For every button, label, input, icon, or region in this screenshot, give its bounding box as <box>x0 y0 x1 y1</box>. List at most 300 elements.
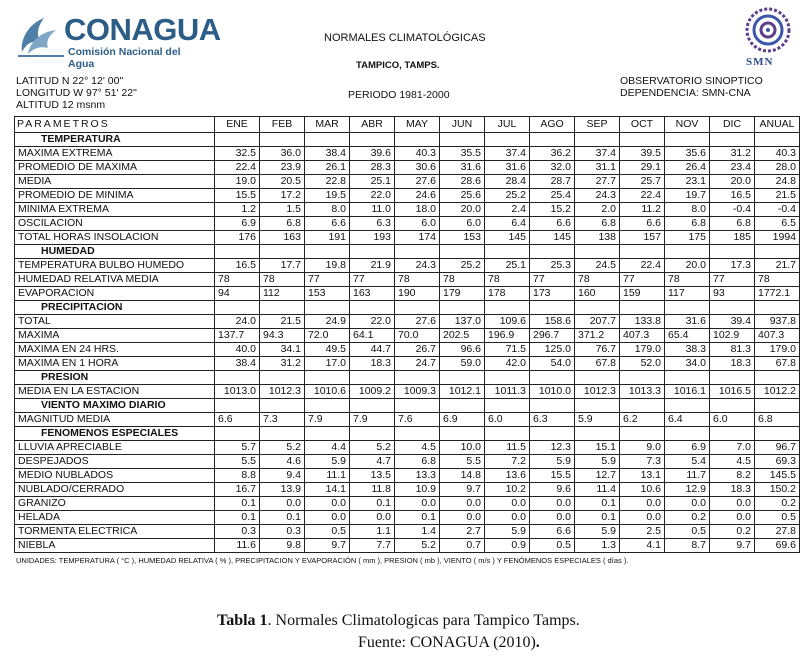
value-cell: 2.4 <box>485 203 530 217</box>
empty-cell <box>575 301 620 315</box>
value-cell: 1009.3 <box>395 385 440 399</box>
value-cell: 24.3 <box>395 259 440 273</box>
parameter-label: MINIMA EXTREMA <box>15 203 215 217</box>
parameters-header: PARAMETROS <box>15 117 215 133</box>
value-cell: 296.7 <box>530 329 575 343</box>
month-header: JUL <box>485 117 530 133</box>
value-cell: 24.7 <box>395 357 440 371</box>
value-cell: 7.0 <box>710 441 755 455</box>
value-cell: 175 <box>665 231 710 245</box>
value-cell: 37.4 <box>575 147 620 161</box>
value-cell: 6.8 <box>755 413 800 427</box>
logo-name: CONAGUA <box>64 12 221 47</box>
empty-cell <box>260 133 305 147</box>
value-cell: 20.5 <box>260 175 305 189</box>
value-cell: 11.0 <box>350 203 395 217</box>
value-cell: 30.6 <box>395 161 440 175</box>
empty-cell <box>305 301 350 315</box>
empty-cell <box>530 301 575 315</box>
value-cell: 1013.0 <box>215 385 260 399</box>
value-cell: 1.2 <box>215 203 260 217</box>
parameter-label: MEDIA EN LA ESTACION <box>15 385 215 399</box>
value-cell: 1009.2 <box>350 385 395 399</box>
table-row <box>15 413 800 427</box>
value-cell: 40.0 <box>215 343 260 357</box>
value-cell: 0.0 <box>530 511 575 525</box>
parameter-label: GRANIZO <box>15 497 215 511</box>
value-cell: 78 <box>485 273 530 287</box>
empty-cell <box>260 371 305 385</box>
value-cell: 78 <box>755 273 800 287</box>
value-cell: 16.7 <box>215 483 260 497</box>
value-cell: 0.5 <box>305 525 350 539</box>
value-cell: 163 <box>350 287 395 301</box>
value-cell: 20.0 <box>440 203 485 217</box>
value-cell: 76.7 <box>575 343 620 357</box>
value-cell: 96.6 <box>440 343 485 357</box>
value-cell: 138 <box>575 231 620 245</box>
value-cell: 153 <box>440 231 485 245</box>
empty-cell <box>530 427 575 441</box>
source-dot: . <box>535 634 540 651</box>
value-cell: 19.8 <box>305 259 350 273</box>
value-cell: 40.3 <box>755 147 800 161</box>
value-cell: 22.0 <box>350 189 395 203</box>
value-cell: 1010.0 <box>530 385 575 399</box>
value-cell: 38.4 <box>305 147 350 161</box>
parameter-label: LLUVIA APRECIABLE <box>15 441 215 455</box>
value-cell: 67.8 <box>755 357 800 371</box>
value-cell: 13.3 <box>395 469 440 483</box>
value-cell: 8.8 <box>215 469 260 483</box>
section-header: PRESION <box>15 371 215 385</box>
value-cell: 157 <box>620 231 665 245</box>
value-cell: 22.0 <box>350 315 395 329</box>
empty-cell <box>440 245 485 259</box>
value-cell: 1.3 <box>575 539 620 553</box>
table-row <box>15 441 800 455</box>
value-cell: 0.0 <box>620 497 665 511</box>
value-cell: 34.1 <box>260 343 305 357</box>
empty-cell <box>215 301 260 315</box>
empty-cell <box>665 301 710 315</box>
month-header: JUN <box>440 117 485 133</box>
value-cell: 37.4 <box>485 147 530 161</box>
value-cell: 1.1 <box>350 525 395 539</box>
value-cell: 1012.3 <box>575 385 620 399</box>
empty-cell <box>575 399 620 413</box>
month-header: MAY <box>395 117 440 133</box>
value-cell: 173 <box>530 287 575 301</box>
month-header: AGO <box>530 117 575 133</box>
section-row <box>15 133 800 147</box>
empty-cell <box>215 245 260 259</box>
value-cell: 15.5 <box>530 469 575 483</box>
value-cell: 125.0 <box>530 343 575 357</box>
value-cell: 35.5 <box>440 147 485 161</box>
value-cell: 18.0 <box>395 203 440 217</box>
value-cell: 23.1 <box>665 175 710 189</box>
value-cell: 193 <box>350 231 395 245</box>
value-cell: 94 <box>215 287 260 301</box>
climate-normals-table <box>14 116 800 553</box>
caption-title <box>217 612 580 630</box>
table-row <box>15 483 800 497</box>
parameter-label: MAXIMA EN 1 HORA <box>15 357 215 371</box>
table-row <box>15 287 800 301</box>
value-cell: 6.8 <box>665 217 710 231</box>
value-cell: 71.5 <box>485 343 530 357</box>
parameter-label: NIEBLA <box>15 539 215 553</box>
logo-subtitle: Comisión Nacional del Agua <box>68 46 181 70</box>
value-cell: 9.7 <box>305 539 350 553</box>
empty-cell <box>530 245 575 259</box>
value-cell: 0.1 <box>575 497 620 511</box>
value-cell: 26.4 <box>665 161 710 175</box>
empty-cell <box>620 427 665 441</box>
empty-cell <box>620 371 665 385</box>
value-cell: 78 <box>440 273 485 287</box>
value-cell: 18.3 <box>710 483 755 497</box>
value-cell: 93 <box>710 287 755 301</box>
value-cell: 6.6 <box>215 413 260 427</box>
value-cell: 24.0 <box>215 315 260 329</box>
value-cell: 49.5 <box>305 343 350 357</box>
empty-cell <box>710 245 755 259</box>
value-cell: 12.7 <box>575 469 620 483</box>
value-cell: 69.6 <box>755 539 800 553</box>
value-cell: 5.5 <box>215 455 260 469</box>
value-cell: 28.0 <box>755 161 800 175</box>
value-cell: 0.5 <box>665 525 710 539</box>
value-cell: 11.7 <box>665 469 710 483</box>
empty-cell <box>665 245 710 259</box>
value-cell: 1010.6 <box>305 385 350 399</box>
value-cell: 4.6 <box>260 455 305 469</box>
value-cell: 6.0 <box>710 413 755 427</box>
value-cell: 6.0 <box>395 217 440 231</box>
value-cell: 5.9 <box>575 525 620 539</box>
table-row <box>15 511 800 525</box>
value-cell: 0.2 <box>665 511 710 525</box>
value-cell: 16.5 <box>710 189 755 203</box>
value-cell: 10.9 <box>395 483 440 497</box>
table-row <box>15 231 800 245</box>
empty-cell <box>395 399 440 413</box>
value-cell: 6.5 <box>755 217 800 231</box>
month-header: ENE <box>215 117 260 133</box>
value-cell: 0.1 <box>215 511 260 525</box>
value-cell: 0.0 <box>485 511 530 525</box>
value-cell: 8.7 <box>665 539 710 553</box>
value-cell: 117 <box>665 287 710 301</box>
value-cell: 12.9 <box>665 483 710 497</box>
value-cell: 78 <box>215 273 260 287</box>
empty-cell <box>485 133 530 147</box>
value-cell: 11.4 <box>575 483 620 497</box>
empty-cell <box>350 245 395 259</box>
empty-cell <box>305 371 350 385</box>
parameter-label: MAGNITUD MEDIA <box>15 413 215 427</box>
value-cell: 4.5 <box>710 455 755 469</box>
value-cell: 32.5 <box>215 147 260 161</box>
value-cell: 10.6 <box>620 483 665 497</box>
parameter-label: PROMEDIO DE MAXIMA <box>15 161 215 175</box>
value-cell: 1.4 <box>395 525 440 539</box>
value-cell: 29.1 <box>620 161 665 175</box>
value-cell: 159 <box>620 287 665 301</box>
value-cell: 24.6 <box>395 189 440 203</box>
value-cell: 36.0 <box>260 147 305 161</box>
value-cell: 0.0 <box>350 511 395 525</box>
value-cell: 2.7 <box>440 525 485 539</box>
value-cell: 15.1 <box>575 441 620 455</box>
value-cell: 150.2 <box>755 483 800 497</box>
value-cell: 17.2 <box>260 189 305 203</box>
caption-label: Tabla 1 <box>217 612 268 629</box>
table-row <box>15 343 800 357</box>
empty-cell <box>710 301 755 315</box>
value-cell: 102.9 <box>710 329 755 343</box>
section-row <box>15 301 800 315</box>
value-cell: 160 <box>575 287 620 301</box>
value-cell: 25.2 <box>485 189 530 203</box>
value-cell: 52.0 <box>620 357 665 371</box>
value-cell: 0.0 <box>620 511 665 525</box>
value-cell: 5.2 <box>395 539 440 553</box>
section-header: HUMEDAD <box>15 245 215 259</box>
parameter-label: MAXIMA EXTREMA <box>15 147 215 161</box>
value-cell: 153 <box>305 287 350 301</box>
value-cell: 179.0 <box>755 343 800 357</box>
empty-cell <box>620 133 665 147</box>
table-row <box>15 175 800 189</box>
value-cell: 2.5 <box>620 525 665 539</box>
month-header: SEP <box>575 117 620 133</box>
empty-cell <box>215 399 260 413</box>
value-cell: 35.6 <box>665 147 710 161</box>
parameter-label: MAXIMA EN 24 HRS. <box>15 343 215 357</box>
value-cell: 6.4 <box>485 217 530 231</box>
value-cell: 96.7 <box>755 441 800 455</box>
value-cell: 27.6 <box>395 315 440 329</box>
value-cell: 7.3 <box>260 413 305 427</box>
value-cell: 4.4 <box>305 441 350 455</box>
value-cell: 17.3 <box>710 259 755 273</box>
value-cell: 54.0 <box>530 357 575 371</box>
table-row <box>15 147 800 161</box>
empty-cell <box>710 427 755 441</box>
empty-cell <box>215 427 260 441</box>
value-cell: 937.8 <box>755 315 800 329</box>
value-cell: 191 <box>305 231 350 245</box>
value-cell: 17.7 <box>260 259 305 273</box>
empty-cell <box>350 427 395 441</box>
value-cell: 11.5 <box>485 441 530 455</box>
value-cell: 109.6 <box>485 315 530 329</box>
value-cell: 40.3 <box>395 147 440 161</box>
value-cell: 15.2 <box>530 203 575 217</box>
empty-cell <box>755 301 800 315</box>
value-cell: 0.3 <box>215 525 260 539</box>
parameter-label: TOTAL <box>15 315 215 329</box>
empty-cell <box>755 399 800 413</box>
parameter-label: HUMEDAD RELATIVA MEDIA <box>15 273 215 287</box>
value-cell: 7.3 <box>620 455 665 469</box>
value-cell: 407.3 <box>620 329 665 343</box>
value-cell: 22.4 <box>620 189 665 203</box>
value-cell: 5.5 <box>440 455 485 469</box>
empty-cell <box>710 371 755 385</box>
empty-cell <box>575 133 620 147</box>
value-cell: 6.9 <box>665 441 710 455</box>
value-cell: 6.6 <box>530 525 575 539</box>
section-row <box>15 427 800 441</box>
empty-cell <box>755 245 800 259</box>
value-cell: 9.8 <box>260 539 305 553</box>
value-cell: 77 <box>620 273 665 287</box>
value-cell: 185 <box>710 231 755 245</box>
value-cell: 6.9 <box>440 413 485 427</box>
value-cell: 5.9 <box>305 455 350 469</box>
value-cell: 1016.1 <box>665 385 710 399</box>
altitude: ALTITUD 12 msnm <box>16 99 106 111</box>
empty-cell <box>350 399 395 413</box>
value-cell: 0.1 <box>260 511 305 525</box>
value-cell: 81.3 <box>710 343 755 357</box>
section-row <box>15 371 800 385</box>
value-cell: 12.3 <box>530 441 575 455</box>
value-cell: 25.7 <box>620 175 665 189</box>
value-cell: 0.0 <box>260 497 305 511</box>
conagua-wave-icon <box>16 12 66 58</box>
empty-cell <box>305 399 350 413</box>
empty-cell <box>305 133 350 147</box>
page-title: NORMALES CLIMATOLÓGICAS <box>324 32 486 44</box>
value-cell: 19.0 <box>215 175 260 189</box>
empty-cell <box>440 133 485 147</box>
value-cell: 371.2 <box>575 329 620 343</box>
value-cell: 7.6 <box>395 413 440 427</box>
value-cell: 1012.1 <box>440 385 485 399</box>
table-row <box>15 329 800 343</box>
value-cell: 11.8 <box>350 483 395 497</box>
value-cell: 32.0 <box>530 161 575 175</box>
value-cell: 6.4 <box>665 413 710 427</box>
parameter-label: MAXIMA <box>15 329 215 343</box>
empty-cell <box>395 427 440 441</box>
value-cell: 6.6 <box>530 217 575 231</box>
section-header: TEMPERATURA <box>15 133 215 147</box>
value-cell: 13.6 <box>485 469 530 483</box>
value-cell: 1772.1 <box>755 287 800 301</box>
empty-cell <box>755 133 800 147</box>
empty-cell <box>530 133 575 147</box>
value-cell: 4.7 <box>350 455 395 469</box>
empty-cell <box>755 371 800 385</box>
value-cell: 6.2 <box>620 413 665 427</box>
value-cell: 59.0 <box>440 357 485 371</box>
value-cell: 42.0 <box>485 357 530 371</box>
value-cell: 23.9 <box>260 161 305 175</box>
value-cell: 44.7 <box>350 343 395 357</box>
value-cell: 0.2 <box>710 525 755 539</box>
table-row <box>15 385 800 399</box>
value-cell: 26.1 <box>305 161 350 175</box>
table-row <box>15 161 800 175</box>
value-cell: 0.2 <box>755 497 800 511</box>
value-cell: 176 <box>215 231 260 245</box>
value-cell: 0.0 <box>395 497 440 511</box>
table-row <box>15 203 800 217</box>
value-cell: 21.9 <box>350 259 395 273</box>
month-header: ABR <box>350 117 395 133</box>
value-cell: 9.7 <box>710 539 755 553</box>
value-cell: 1011.3 <box>485 385 530 399</box>
value-cell: 0.1 <box>575 511 620 525</box>
empty-cell <box>710 133 755 147</box>
empty-cell <box>485 427 530 441</box>
value-cell: -0.4 <box>710 203 755 217</box>
value-cell: 9.7 <box>440 483 485 497</box>
value-cell: 38.4 <box>215 357 260 371</box>
section-header: PRECIPITACION <box>15 301 215 315</box>
value-cell: 38.3 <box>665 343 710 357</box>
parameter-label: NUBLADO/CERRADO <box>15 483 215 497</box>
table-row <box>15 539 800 553</box>
empty-cell <box>305 245 350 259</box>
value-cell: 0.1 <box>395 511 440 525</box>
month-header: OCT <box>620 117 665 133</box>
value-cell: 94.3 <box>260 329 305 343</box>
value-cell: 78 <box>665 273 710 287</box>
value-cell: 20.0 <box>710 175 755 189</box>
value-cell: 5.9 <box>485 525 530 539</box>
value-cell: -0.4 <box>755 203 800 217</box>
table-row <box>15 357 800 371</box>
source-text: Fuente: CONAGUA (2010) <box>358 634 536 651</box>
empty-cell <box>530 371 575 385</box>
smn-spiral-icon <box>742 6 794 56</box>
value-cell: 8.0 <box>665 203 710 217</box>
value-cell: 28.3 <box>350 161 395 175</box>
value-cell: 23.4 <box>710 161 755 175</box>
value-cell: 24.8 <box>755 175 800 189</box>
value-cell: 178 <box>485 287 530 301</box>
parameter-label: MEDIA <box>15 175 215 189</box>
value-cell: 5.2 <box>260 441 305 455</box>
value-cell: 31.2 <box>260 357 305 371</box>
parameter-label: PROMEDIO DE MINIMA <box>15 189 215 203</box>
empty-cell <box>440 427 485 441</box>
empty-cell <box>350 133 395 147</box>
empty-cell <box>665 133 710 147</box>
station-city: TAMPICO, TAMPS. <box>356 60 440 71</box>
value-cell: 1.5 <box>260 203 305 217</box>
observatory: OBSERVATORIO SINOPTICO <box>620 75 763 87</box>
value-cell: 25.2 <box>440 259 485 273</box>
value-cell: 8.2 <box>710 469 755 483</box>
parameter-label: MEDIO NUBLADOS <box>15 469 215 483</box>
value-cell: 34.0 <box>665 357 710 371</box>
value-cell: 22.4 <box>620 259 665 273</box>
value-cell: 145.5 <box>755 469 800 483</box>
value-cell: 19.5 <box>305 189 350 203</box>
empty-cell <box>485 371 530 385</box>
value-cell: 0.7 <box>440 539 485 553</box>
value-cell: 0.0 <box>530 497 575 511</box>
empty-cell <box>260 301 305 315</box>
